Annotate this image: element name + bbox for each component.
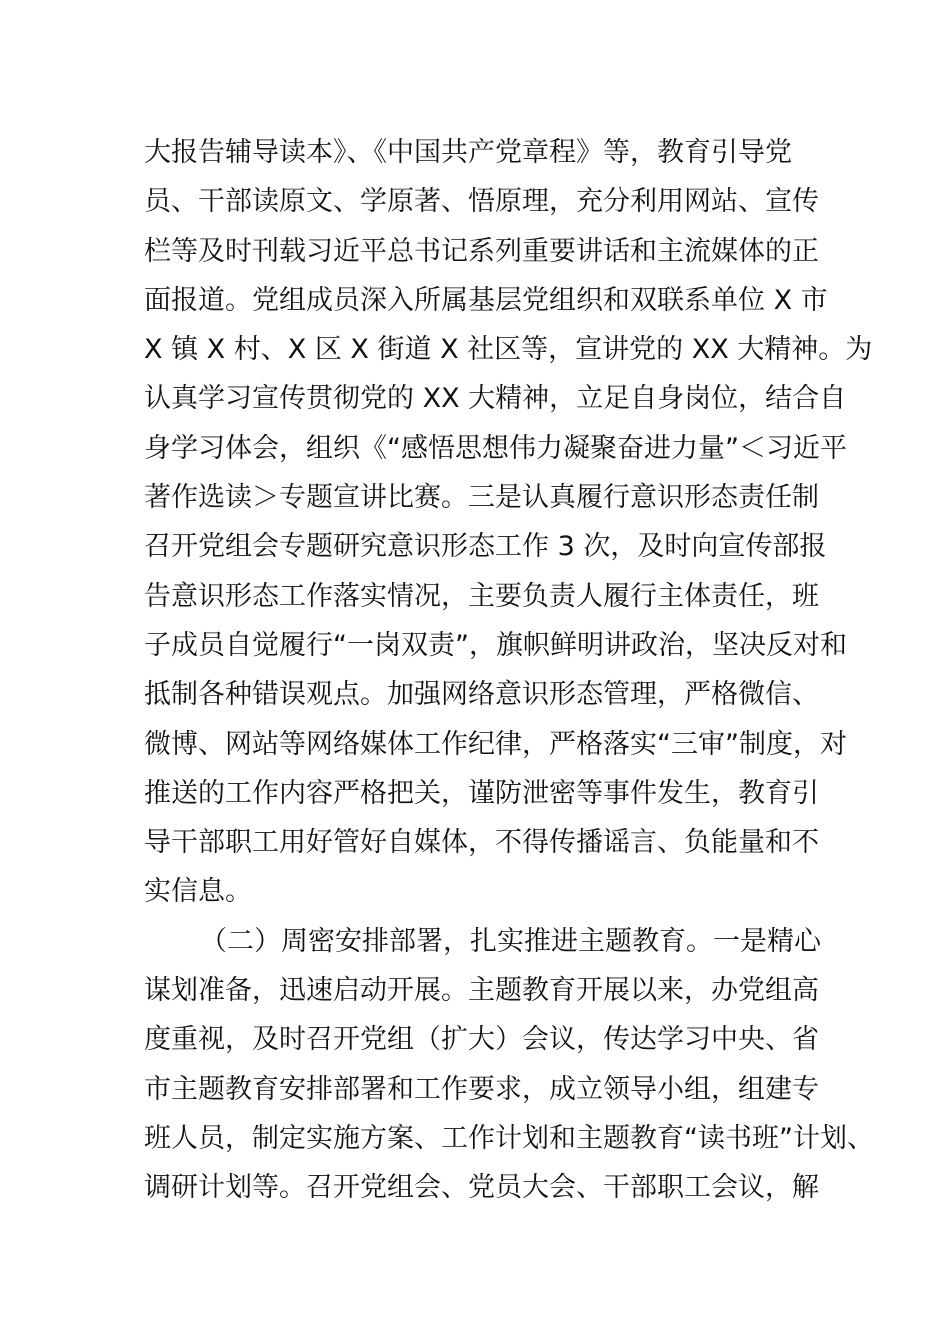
text-line: 谋划准备，迅速启动开展。主题教育开展以来，办党组高: [144, 975, 819, 1007]
text-line: 微博、网站等网络媒体工作纪律，严格落实“三审”制度，对: [144, 728, 847, 760]
text-line: X 镇 X 村、X 区 X 街道 X 社区等，宣讲党的 XX 大精神。为: [144, 334, 873, 366]
text-line: 召开党组会专题研究意识形态工作 3 次，及时向宣传部报: [144, 531, 827, 563]
text-line: 抵制各种错误观点。加强网络意识形态管理，严格微信、: [144, 679, 819, 711]
text-line: 市主题教育安排部署和工作要求，成立领导小组，组建专: [144, 1073, 819, 1105]
section-heading-line: （二）周密安排部署，扎实推进主题教育。一是精心: [200, 925, 821, 957]
text-line: 调研计划等。召开党组会、党员大会、干部职工会议，解: [144, 1172, 819, 1204]
text-line: 度重视，及时召开党组（扩大）会议，传达学习中央、省: [144, 1024, 819, 1056]
text-line: 面报道。党组成员深入所属基层党组织和双联系单位 X 市: [144, 284, 828, 316]
text-line: 大报告辅导读本》、《中国共产党章程》等，教育引导党: [144, 137, 792, 168]
text-line: 导干部职工用好管好自媒体，不得传播谣言、负能量和不: [144, 827, 819, 859]
text-line: 实信息。: [144, 876, 252, 908]
text-line: 著作选读＞专题宣讲比赛。三是认真履行意识形态责任制: [144, 482, 819, 514]
text-line: 班人员，制定实施方案、工作计划和主题教育“读书班”计划、: [144, 1122, 874, 1154]
text-line: 子成员自觉履行“一岗双责”，旗帜鲜明讲政治，坚决反对和: [144, 629, 847, 661]
text-line: 员、干部读原文、学原著、悟原理，充分利用网站、宣传: [144, 186, 819, 218]
text-line: 告意识形态工作落实情况，主要负责人履行主体责任，班: [144, 580, 819, 612]
document-body: [144, 128, 874, 1213]
text-line: 认真学习宣传贯彻党的 XX 大精神，立足自身岗位，结合自: [144, 383, 847, 415]
text-line: 栏等及时刊载习近平总书记系列重要讲话和主流媒体的正: [144, 235, 819, 267]
text-line: 身学习体会，组织《“感悟思想伟力凝聚奋进力量”＜习近平: [144, 432, 847, 464]
text-line: 推送的工作内容严格把关，谨防泄密等事件发生，教育引: [144, 777, 819, 809]
